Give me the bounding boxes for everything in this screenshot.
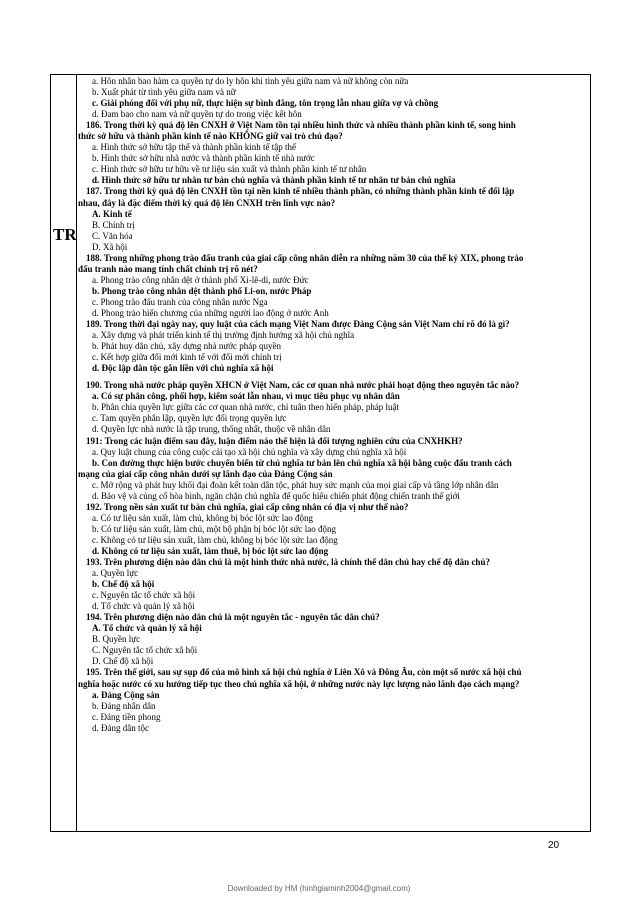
answer-option: b. Đảng nhân dân [92,700,156,711]
answer-option: c. Đảng tiền phong [92,711,161,722]
side-column [51,75,77,831]
question-text: mạng của giai cấp công nhân dưới sự lãnh đạo của Đảng Cộng sản [78,468,333,479]
answer-option: a. Quy luật chung của công cuộc cải tạo xã hội chủ nghĩa và xây dựng chủ nghĩa xã hội [92,446,407,457]
answer-option: B. Chính trị [92,219,135,230]
answer-option: c. Phong trào đấu tranh của công nhân nước Nga [92,296,268,307]
question-text: 194. Trên phương diện nào dân chủ là một nguyên tắc - nguyên tắc dân chủ? [86,612,380,623]
question-text: nhau, đây là đặc điểm thời kỳ quá độ lên CNXH trên lĩnh vực nào? [78,197,336,208]
question-text: 195. Trên thế giới, sau sự sụp đổ của mô hình xã hội chủ nghĩa ở Liên Xô và Đông Âu, còn một số nước xã hội chủ [86,667,522,678]
answer-option: b. Phát huy dân chủ, xây dựng nhà nước pháp quyền [92,341,281,352]
answer-option: b. Phong trào công nhân dệt thành phố Li-on, nước Pháp [92,285,312,296]
question-text: 186. Trong thời kỳ quá độ lên CNXH ở Việt Nam tồn tại nhiều hình thức và nhiều thành phần kinh tế, song hình [86,120,516,131]
answer-option: C. Nguyên tắc tổ chức xã hội [92,645,198,656]
answer-option: d. Đam bao cho nam và nữ quyền tự do trong việc kết hôn [92,109,302,120]
answer-option: B. Quyền lực [92,634,141,645]
answer-option: A. Kinh tế [92,208,132,219]
answer-option: b. Phân chia quyền lực giữa các cơ quan nhà nước, chỉ tuân theo hiến pháp, pháp luật [92,402,400,413]
answer-option: a. Hình thức sở hữu tập thể và thành phần kinh tế tập thể [92,142,296,153]
answer-option: a. Quyền lực [92,568,139,579]
answer-option: a. Phong trào công nhân dệt ở thành phố Xi-lê-di, nước Đức [92,274,309,285]
content-table [50,74,591,832]
answer-option: c. Nguyên tắc tổ chức xã hội [92,590,196,601]
answer-option: c. Hình thức sở hữu tư hữu về tư liệu sản xuất và thành phần kinh tế tư nhân [92,164,367,175]
question-text: 188. Trong những phong trào đấu tranh của giai cấp công nhân diễn ra những năm 30 của thế kỷ XIX, phong trào [86,252,524,263]
question-text: 193. Trên phương diện nào dân chủ là một hình thức nhà nước, là chính thể dân chủ hay chế độ dân chủ? [86,557,490,568]
answer-option: C. Văn hóa [92,230,133,241]
answer-option: c. Kết hợp giữa đổi mới kinh tế với đổi mới chính trị [92,352,282,363]
answer-option: A. Tổ chức và quản lý xã hội [92,623,202,634]
answer-option: a. Hôn nhân bao hàm ca quyền tự do ly hôn khi tình yêu giữa nam và nữ không còn nữa [92,76,409,86]
answer-option: d. Độc lập dân tộc gắn liền với chủ nghĩa xã hội [92,363,274,374]
question-list [78,76,588,831]
question-text: 192. Trong nền sản xuất tư bản chủ nghĩa, giai cấp công nhân có địa vị như thế nào? [86,501,409,512]
answer-option: d. Bảo vệ và củng cố hòa bình, ngăn chặn chủ nghĩa đế quốc hiếu chiến phát động chiến tranh thế giới [92,490,460,501]
answer-option: b. Có tư liệu sản xuất, làm chủ, một bộ phận bị bóc lột sức lao động [92,523,336,534]
answer-option: c. Tam quyền phân lập, quyền lực đối trọng quyền lực [92,413,287,424]
answer-option: D. Xã hội [92,241,128,252]
answer-option: c. Không có tư liệu sản xuất, làm chủ, không bị bóc lột sức lao động [92,534,338,545]
question-text: 189. Trong thời đại ngày nay, quy luật của cách mạng Việt Nam được Đảng Cộng sản Việt Nam chỉ rõ đó là gì? [86,319,510,330]
question-text: 190. Trong nhà nước pháp quyền XHCN ở Việt Nam, các cơ quan nhà nước phải hoạt động theo nguyên tắc nào? [86,380,520,391]
answer-option: a. Có sự phân công, phối hợp, kiểm soát lẫn nhau, vì mục tiêu phục vụ nhân dân [92,391,400,402]
answer-option: b. Xuất phát từ tình yêu giữa nam và nữ [92,87,236,98]
question-text: thức sở hữu và thành phần kinh tế nào KHÔNG giữ vai trò chủ đạo? [78,131,343,142]
answer-option: a. Có tư liệu sản xuất, làm chủ, không bị bóc lột sức lao động [92,512,313,523]
answer-option: a. Xây dựng và phát triển kinh tế thị trường định hướng xã hội chủ nghĩa [92,330,355,341]
question-text: đấu tranh nào mang tính chất chính trị rõ nét? [78,263,258,274]
answer-option: d. Hình thức sở hữu tư nhân tư bản chủ nghĩa và thành phần kinh tế tư nhân tư bản chủ nghĩa [92,175,456,186]
page-number: 20 [548,840,560,851]
answer-option: b. Chế độ xã hội [92,579,155,590]
answer-option: d. Không có tư liệu sản xuất, làm thuê, bị bóc lột sức lao động [92,545,329,556]
question-text: nghĩa hoặc nước có xu hướng tiếp tục theo chủ nghĩa xã hội, ở những nước này lực lượng nào lãnh đạo cách mạng? [78,678,520,689]
answer-option: d. Tổ chức và quản lý xã hội [92,601,195,612]
side-label: TR [53,225,77,244]
answer-option: d. Đảng dân tộc [92,722,149,733]
answer-option: b. Hình thức sở hữu nhà nước và thành phần kinh tế nhà nước [92,153,315,164]
question-text: 191: Trong các luận điểm sau đây, luận điểm nào thể hiện là đối tượng nghiên cứu của CNXHKH? [86,435,463,446]
answer-option: b. Con đường thực hiện bước chuyển biến từ chủ nghĩa tư bản lên chủ nghĩa xã hội bằng cuộc đấu tranh cách [92,457,512,468]
answer-option: d. Quyền lực nhà nước là tập trung, thống nhất, thuộc về nhân dân [92,424,331,435]
answer-option: D. Chế độ xã hội [92,656,154,667]
answer-option: c. Mở rộng và phát huy khối đại đoàn kết toàn dân tộc, phát huy sức mạnh của mọi giai cấp và tầng lớp nhân dân [92,479,499,490]
answer-option: d. Phong trào hiến chương của những người lao động ở nước Anh [92,307,329,318]
question-text: 187. Trong thời kỳ quá độ lên CNXH tồn tại nền kinh tế nhiều thành phần, có những thành phần kinh tế đối lập [86,186,515,197]
answer-option: c. Giải phóng đối với phụ nữ, thực hiện sự bình đẳng, tôn trọng lẫn nhau giữa vợ và chồng [92,98,439,109]
download-footer: Downloaded by HM (hinhgiaminh2004@gmail.com) [227,884,411,893]
answer-option: a. Đảng Cộng sản [92,689,160,700]
